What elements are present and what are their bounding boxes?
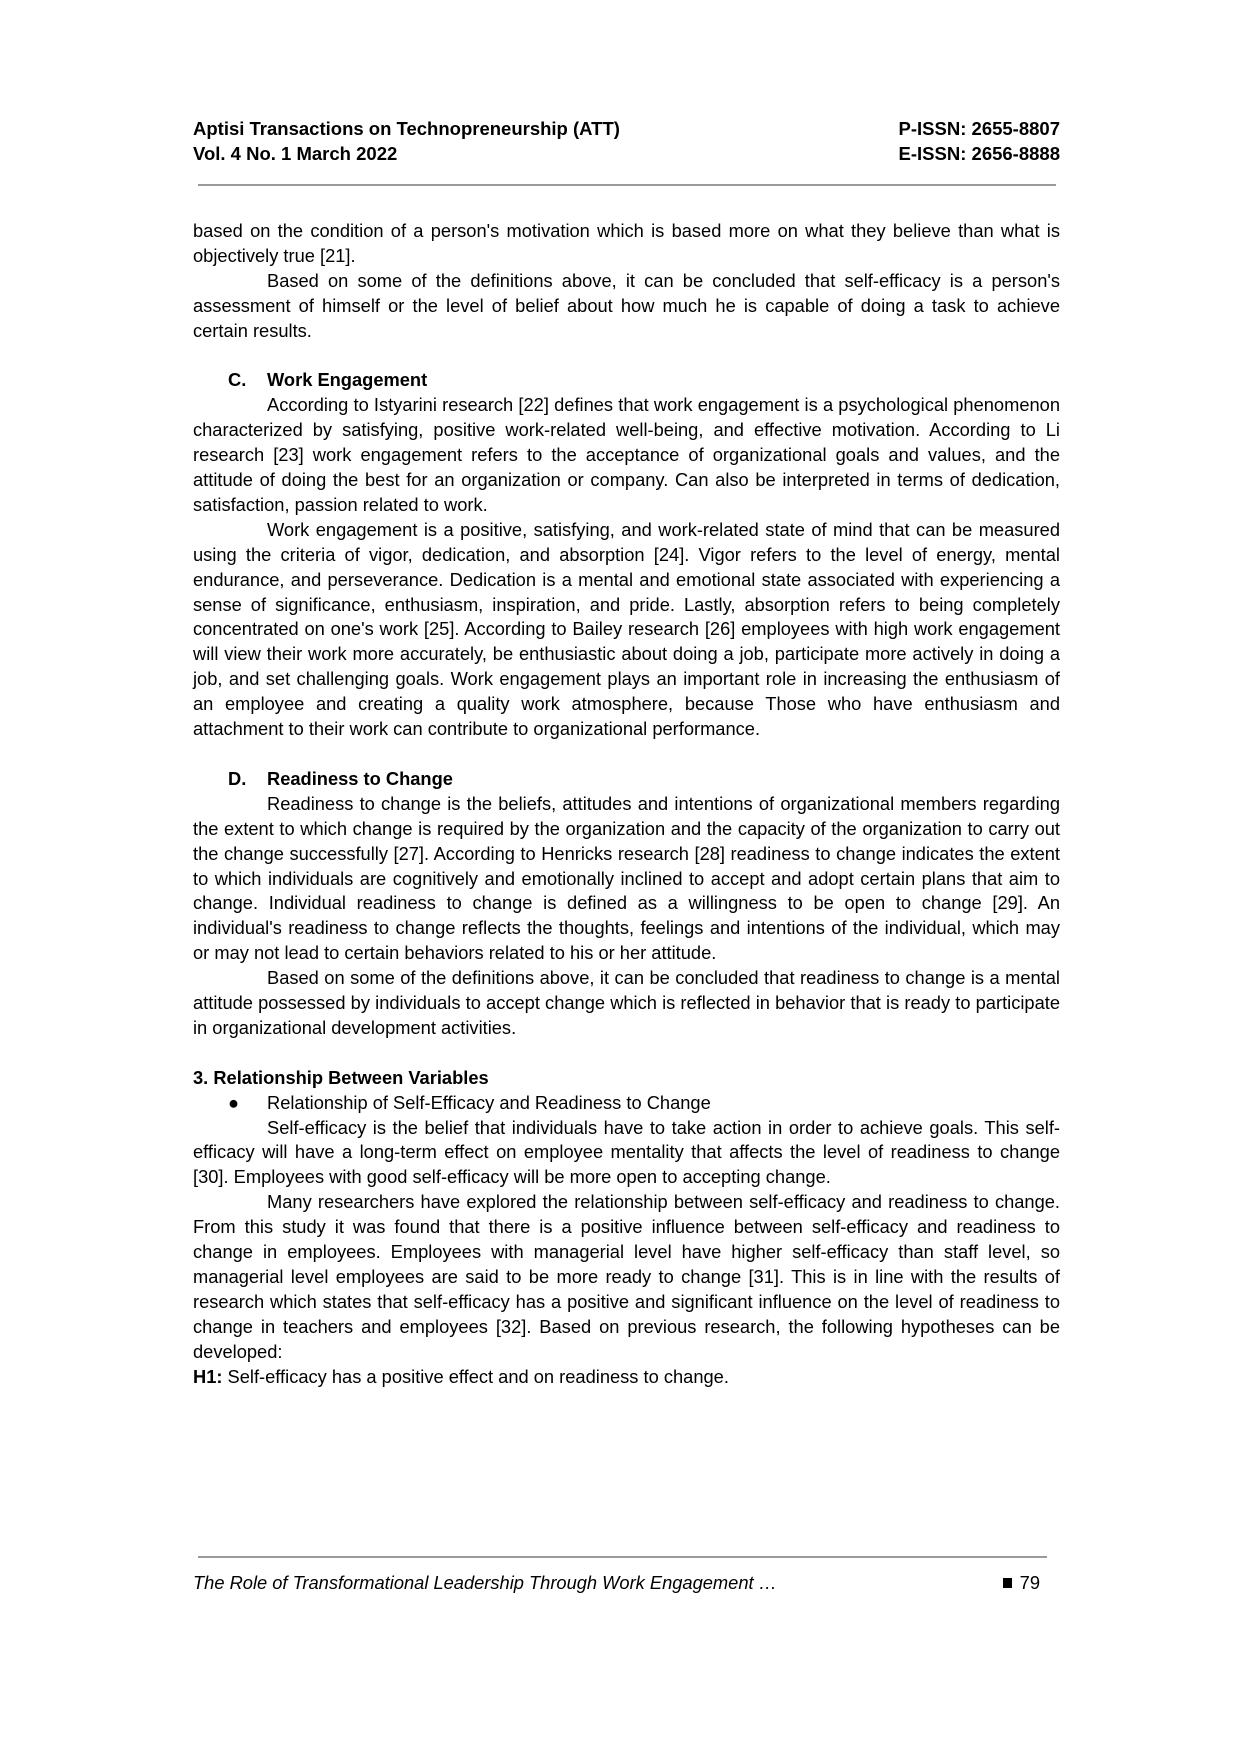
bullet-item xyxy=(193,1091,1060,1116)
paragraph: Based on some of the definitions above, it can be concluded that readiness to change is a mental attitude possessed by individuals to accept change which is reflected in behavior that is ready to participate in organizational development activities. xyxy=(193,967,1060,1038)
section-label: D. xyxy=(228,767,247,789)
section-heading-3 xyxy=(193,1066,1060,1091)
running-header xyxy=(193,116,1060,166)
paragraph: Self-efficacy is the belief that individuals have to take action in order to achieve goals. This self-efficacy will have a long-term effect on employee mentality that affects the level of readiness to change [30]. Employees with good self-efficacy will be more open to accepting change. xyxy=(193,1116,1060,1188)
hypothesis-h1 xyxy=(193,1365,1060,1390)
paragraph: Work engagement is a positive, satisfying, and work-related state of mind that can be measured using the criteria of vigor, dedication, and absorption [24]. Vigor refers to the level of energy, mental endurance, and perseverance. Dedication is a mental and emotional state associated with experiencing a sense of significance, enthusiasm, inspiration, and pride. Lastly, absorption refers to being completely concentrated on one's work [25]. According to Bailey research [26] employees with high work engagement will view their work more accurately, be enthusiastic about doing a job, participate more actively in doing a job, and set challenging goals. Work engagement plays an important role in increasing the enthusiasm of an employee and creating a quality work atmosphere, because Those who have enthusiasm and attachment to their work can contribute to organizational performance. xyxy=(193,518,1060,740)
paragraph: Many researchers have explored the relationship between self-efficacy and readiness to change. From this study it was found that there is a positive influence between self-efficacy and readiness to change in employees. Employees with managerial level have higher self-efficacy than staff level, so managerial level employees are said to be more ready to change [31]. This is in line with the results of research which states that self-efficacy has a positive and significant influence on the level of readiness to change in teachers and employees [32]. Based on previous research, the following hypotheses can be developed: xyxy=(193,1191,1060,1362)
spacer xyxy=(193,1041,1060,1066)
footer-divider xyxy=(198,1556,1047,1558)
section-heading-c xyxy=(193,368,1060,393)
running-footer xyxy=(193,1570,1040,1595)
paragraph: Readiness to change is the beliefs, attitudes and intentions of organizational members regarding the extent to which change is required by the organization and the capacity of the organization to carry out the change successfully [27]. According to Henricks research [28] readiness to change indicates the extent to which individuals are cognitively and emotionally inclined to accept and adopt certain plans that aim to change. Individual readiness to change is defined as a willingness to be open to change [29]. An individual's readiness to change reflects the thoughts, feelings and intentions of the individual, which may or may not lead to certain behaviors related to his or her attitude. xyxy=(193,792,1060,964)
journal-issue: Vol. 4 No. 1 March 2022 xyxy=(193,143,398,164)
page-number: 79 xyxy=(1019,1572,1040,1593)
header-divider xyxy=(198,184,1056,186)
spacer xyxy=(193,742,1060,767)
journal-title: Aptisi Transactions on Technopreneurship (ATT) xyxy=(193,118,620,139)
section-title: Readiness to Change xyxy=(267,767,453,789)
hypothesis-text: Self-efficacy has a positive effect and on readiness to change. xyxy=(222,1365,729,1387)
section-label: C. xyxy=(228,369,247,391)
section-title: Work Engagement xyxy=(267,369,428,391)
hypothesis-label: H1: xyxy=(193,1365,223,1387)
page-body xyxy=(193,219,1060,1390)
section-heading-d xyxy=(193,767,1060,792)
square-bullet-icon xyxy=(1003,1578,1012,1588)
spacer xyxy=(193,344,1060,369)
bullet-icon: ● xyxy=(228,1091,240,1113)
paragraph: According to Istyarini research [22] defines that work engagement is a psychological phenomenon characterized by satisfying, positive work-related well-being, and effective motivation. According to Li research [23] work engagement refers to the acceptance of organizational goals and values, and the attitude of doing the best for an organization or company. Can also be interpreted in terms of dedication, satisfaction, passion related to work. xyxy=(193,394,1060,515)
pissn: P-ISSN: 2655-8807 xyxy=(898,118,1060,139)
bullet-text: Relationship of Self-Efficacy and Readiness to Change xyxy=(267,1091,711,1113)
footer-title: The Role of Transformational Leadership Through Work Engagement … xyxy=(193,1572,777,1593)
eissn: E-ISSN: 2656-8888 xyxy=(898,143,1060,164)
paragraph: based on the condition of a person's motivation which is based more on what they believe than what is objectively true [21]. xyxy=(193,220,1060,266)
page-number-block xyxy=(1003,1570,1040,1595)
paragraph: Based on some of the definitions above, it can be concluded that self-efficacy is a person's assessment of himself or the level of belief about how much he is capable of doing a task to achieve certain results. xyxy=(193,269,1060,341)
section-title: 3. Relationship Between Variables xyxy=(193,1066,489,1088)
